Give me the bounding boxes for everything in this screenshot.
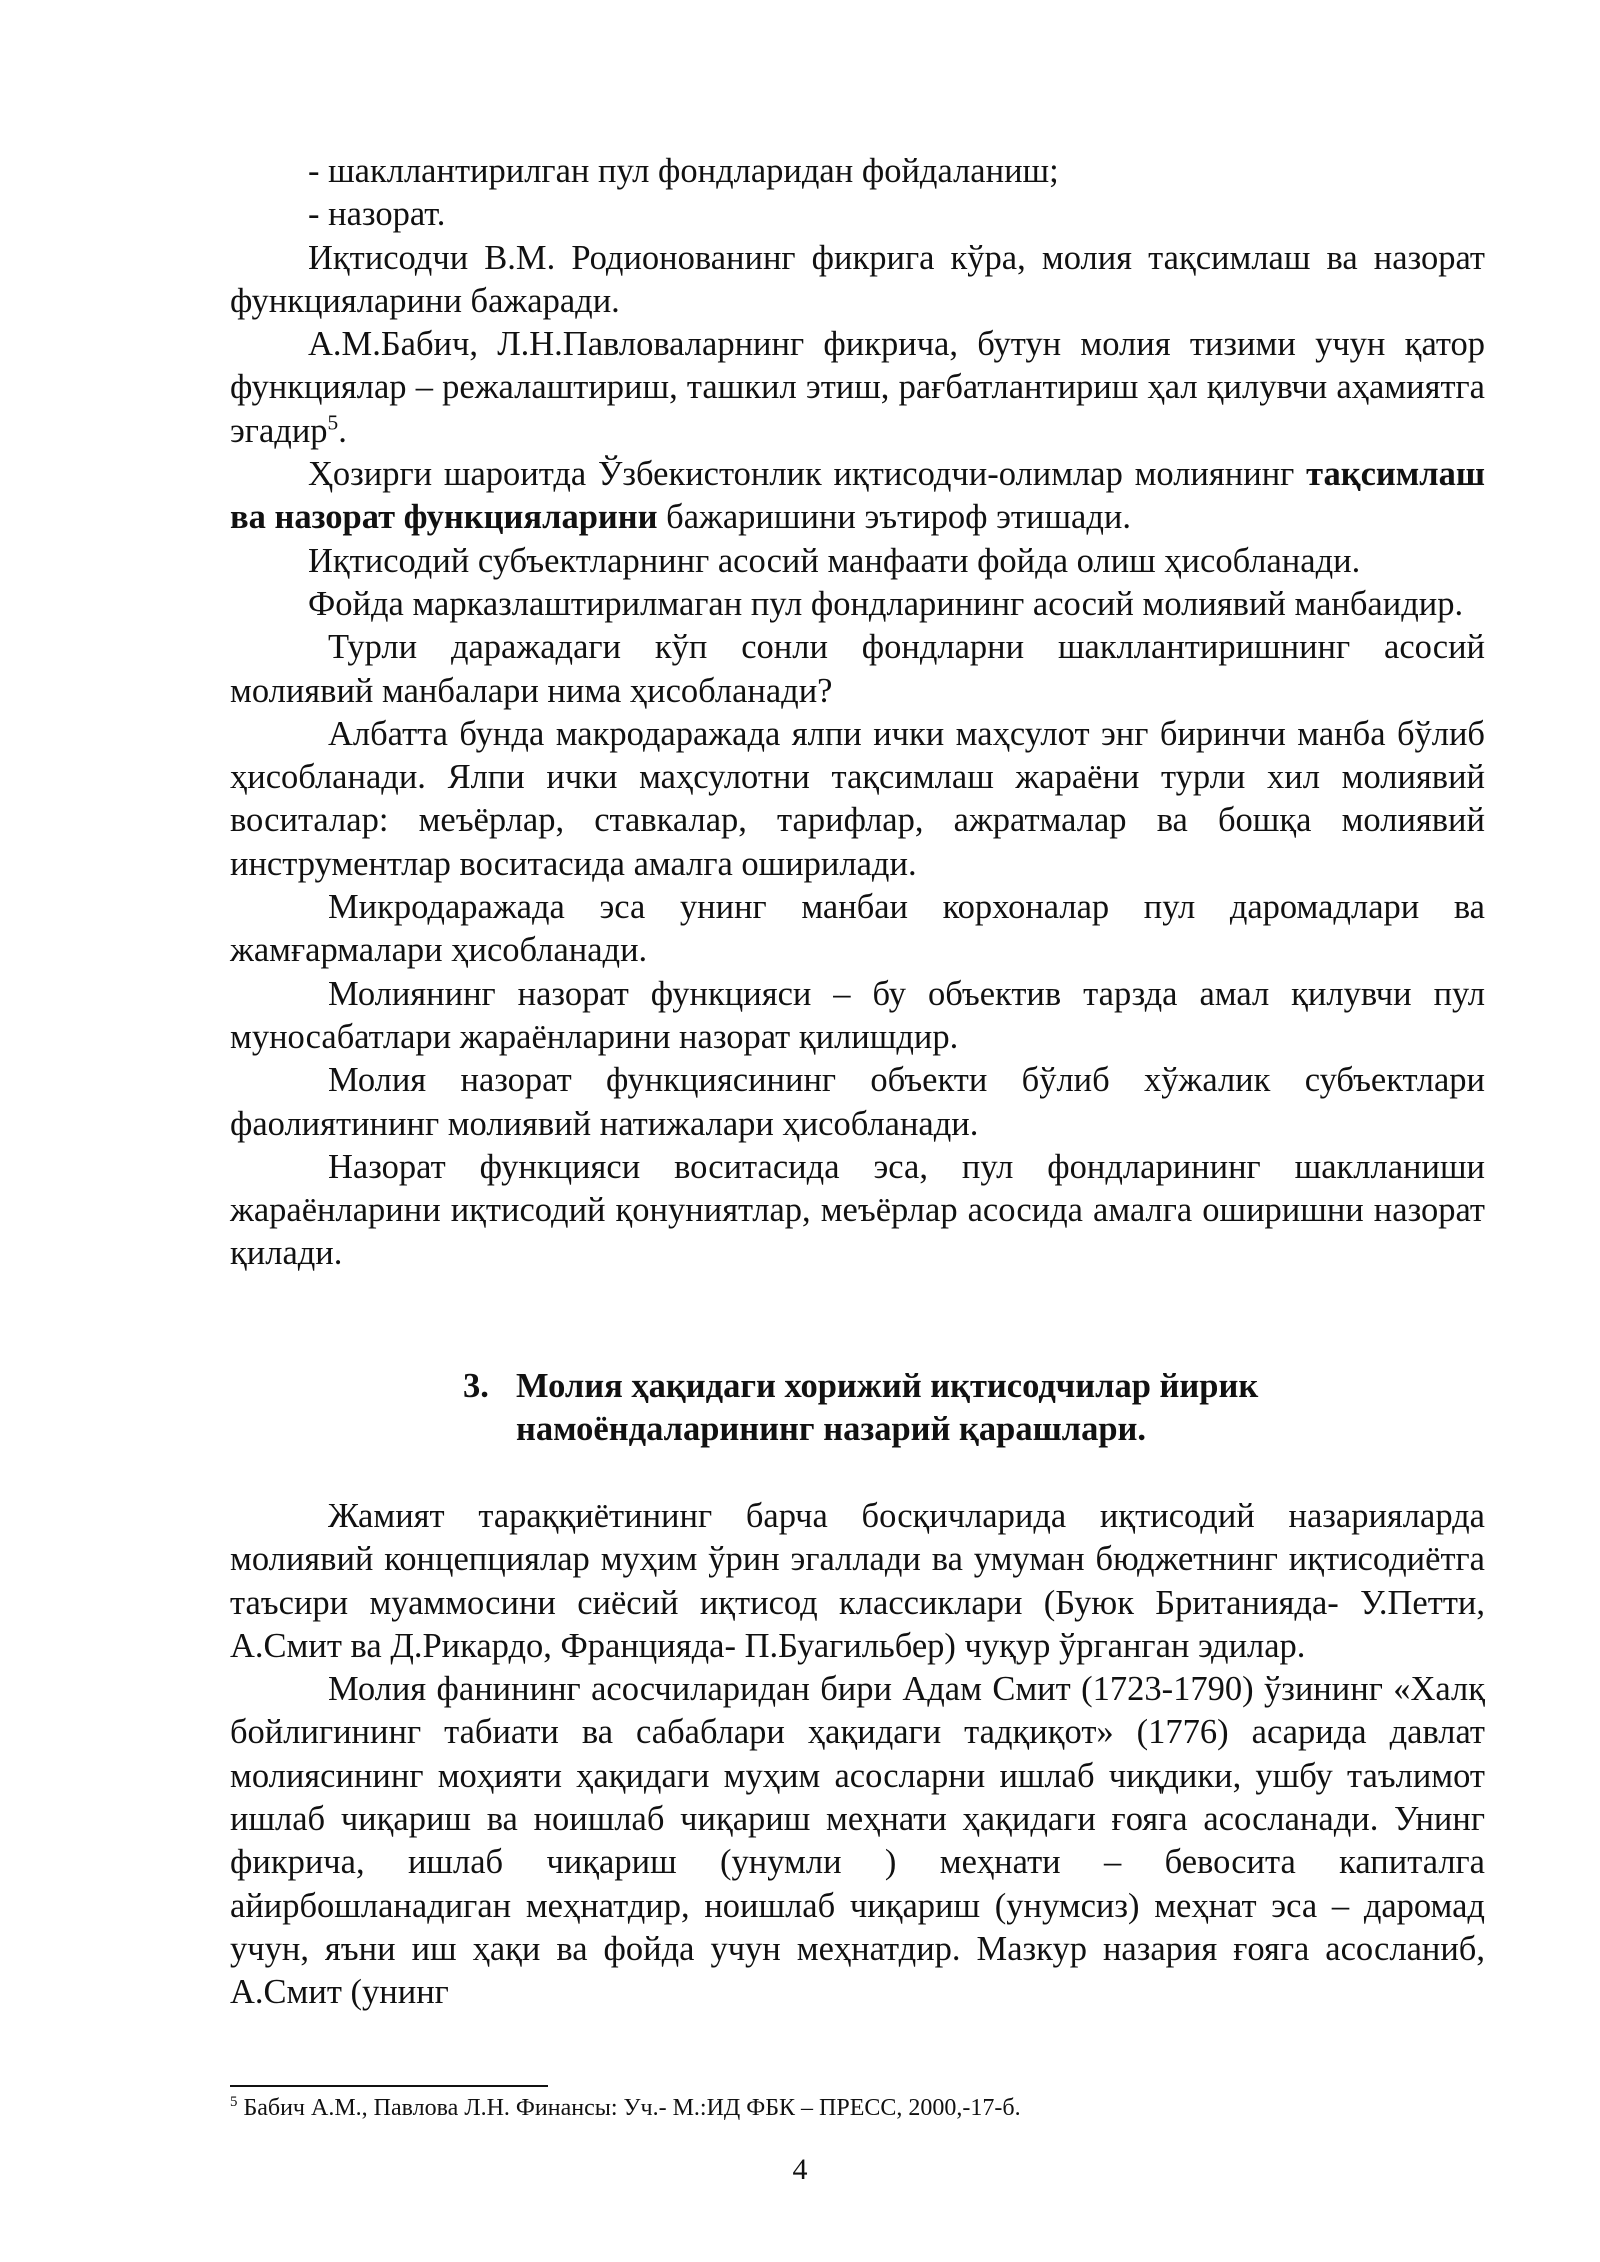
paragraph-with-footnote <box>230 323 1485 453</box>
paragraph: Иқтисодчи В.М. Родионованинг фикрига кўра, молия тақсимлаш ва назорат функцияларини бажаради. <box>230 238 1485 320</box>
paragraph: Жамият тараққиётининг барча босқичларида иқтисодий назарияларда молиявий концепциялар муҳим ўрин эгаллади ва умуман бюджетнинг иқтисодиётга таъсири муаммосини сиёсий иқтисод классиклари (Буюк Британияда- У.Петти, А.Смит ва Д.Рикардо, Францияда- П.Буагильбер) чуқур ўрганган эдилар. <box>230 1497 1485 1665</box>
paragraph-text-start: Ҳозирги шароитда Ўзбекистонлик иқтисодчи-олимлар молиянинг <box>308 455 1295 494</box>
page-number: 4 <box>792 2153 808 2186</box>
paragraph: Иқтисодий субъектларнинг асосий манфаати фойда олиш ҳисобланади. <box>308 541 1361 580</box>
paragraph: Молиянинг назорат функцияси – бу объектив тарзда амал қилувчи пул муносабатлари жараёнларини назорат қилишдир. <box>230 974 1485 1056</box>
paragraph: Турли даражадаги кўп сонли фондларни шакллантиришнинг асосий молиявий манбалари нима ҳисобланади? <box>230 628 1485 710</box>
paragraph-text-end: бажаришини эътироф этишади. <box>666 498 1131 537</box>
paragraph: Молия фанининг асосчиларидан бири Адам Смит (1723-1790) ўзининг «Халқ бойлигининг табиати ва сабаблари ҳақидаги тадқиқот» (1776) асарида давлат молиясининг моҳияти ҳақидаги муҳим асосларни ишлаб чиқдики, ушбу таълимот ишлаб чиқариш ва ноишлаб чиқариш меҳнати ҳақидаги ғояга асосланади. Унинг фикрича, ишлаб чиқариш (унумли ) меҳнати – бевосита капиталга айирбошланадиган меҳнатдир, ноишлаб чиқариш (унумсиз) меҳнат эса – даромад учун, яъни иш ҳақи ва фойда учун меҳнатдир. Мазкур назария ғояга асосланиб, А.Смит (унинг <box>230 1670 1485 2012</box>
list-item-dash: - назорат. <box>308 195 446 234</box>
paragraph-text: А.М.Бабич, Л.Н.Павловаларнинг фикрича, бутун молия тизими учун қатор функциялар – режалаштириш, ташкил этиш, рағбатлантириш ҳал қилувчи аҳамиятга эгадир <box>230 325 1485 450</box>
body-text-top <box>230 150 1485 1276</box>
footnote <box>230 2093 1485 2123</box>
list-item-dash: - шакллантирилган пул фондларидан фойдаланиш; <box>308 152 1059 190</box>
footnote-separator <box>230 2085 548 2087</box>
paragraph: Молия назорат функциясининг объекти бўлиб хўжалик субъектлари фаолиятининг молиявий натижалари ҳисобланади. <box>230 1061 1485 1143</box>
section-title: Молия ҳақидаги хорижий иқтисодчилар йирик намоёндаларининг назарий қарашлари. <box>516 1367 1259 1449</box>
paragraph: Назорат функцияси воситасида эса, пул фондларининг шаклланиши жараёнларини иқтисодий қонуниятлар, меъёрлар асосида амалга оширишни назорат қилади. <box>230 1147 1485 1273</box>
footnote-marker: 5 <box>230 2094 238 2110</box>
footnote-ref[interactable]: 5 <box>327 410 339 435</box>
paragraph-with-bold <box>230 453 1485 540</box>
footnote-text: Бабич А.М., Павлова Л.Н. Финансы: Уч.- М.:ИД ФБК – ПРЕСС, 2000,-17-б. <box>243 2095 1021 2121</box>
bold-phrase: тақсимлаш ва назорат функцияларини <box>230 455 1486 537</box>
body-text-bottom <box>230 1495 1485 2015</box>
paragraph-tail: . <box>338 411 347 450</box>
section-number: 3. <box>463 1367 489 1405</box>
paragraph: Микродаражада эса унинг манбаи корхоналар пул даромадлари ва жамғармалари ҳисобланади. <box>230 888 1485 970</box>
paragraph: Албатта бунда макродаражада ялпи ички маҳсулот энг биринчи манба бўлиб ҳисобланади. Ялпи ички маҳсулотни тақсимлаш жараёни турли хил молиявий воситалар: меъёрлар, ставкалар, тарифлар, ажратмалар ва бошқа молиявий инструментлар воситасида амалга оширилади. <box>230 714 1485 883</box>
section-heading <box>463 1365 1413 1452</box>
paragraph: Фойда марказлаштирилмаган пул фондларининг асосий молиявий манбаидир. <box>308 584 1464 623</box>
